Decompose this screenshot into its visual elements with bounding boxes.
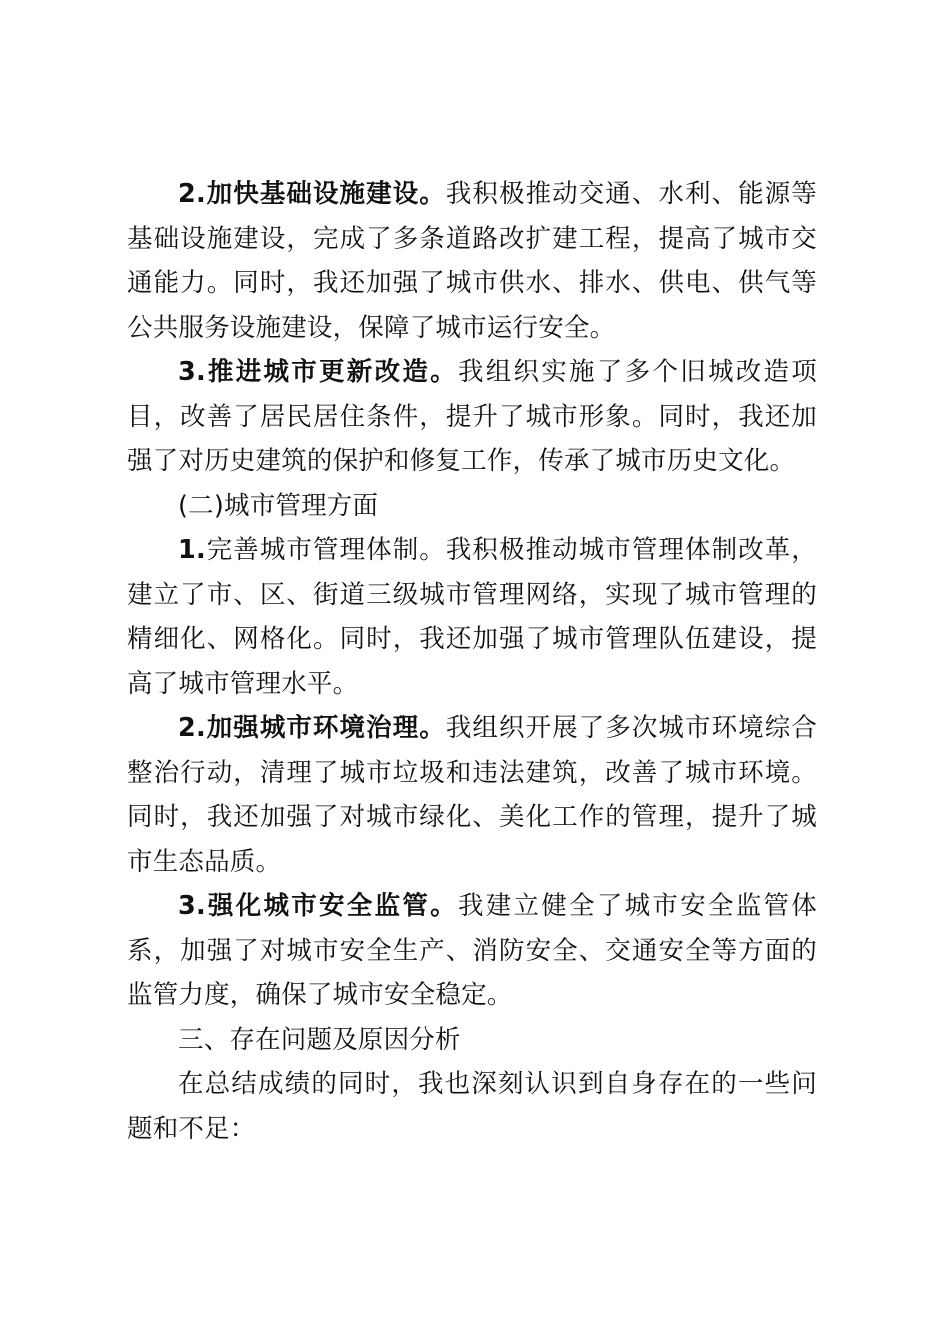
paragraph-text: 我组织开展了多次城市环境综合整治行动，清理了城市垃圾和违法建筑，改善了城市环境。同时，我还加强了对城市绿化、美化工作的管理，提升了城市生态品质。	[127, 713, 817, 877]
paragraph-text: 我积极推动交通、水利、能源等基础设施建设，完成了多条道路改扩建工程，提高了城市交通能力。同时，我还加强了城市供水、排水、供电、供气等公共服务设施建设，保障了城市运行安全。	[127, 179, 817, 343]
paragraph-environment	[127, 706, 817, 884]
section-heading-problems	[127, 1018, 817, 1063]
paragraph-text: 我建立健全了城市安全监管体系，加强了对城市安全生产、消防安全、交通安全等方面的监管力度，确保了城市安全稳定。	[127, 891, 817, 1010]
paragraph-heading: 3.强化城市安全监管。	[178, 891, 458, 921]
document-body	[127, 172, 817, 1151]
paragraph-text: 完善城市管理体制。我积极推动城市管理体制改革，建立了市、区、街道三级城市管理网络，实现了城市管理的精细化、网格化。同时，我还加强了城市管理队伍建设，提高了城市管理水平。	[127, 535, 817, 699]
section-heading-text: (二)城市管理方面	[178, 490, 379, 521]
paragraph-text: 在总结成绩的同时，我也深刻认识到自身存在的一些问题和不足：	[127, 1069, 817, 1144]
paragraph-problems-intro	[127, 1062, 817, 1151]
paragraph-heading: 3.推进城市更新改造。	[178, 357, 458, 387]
paragraph-safety	[127, 884, 817, 1018]
paragraph-heading: 1.	[178, 535, 206, 565]
section-heading-urban-management	[127, 484, 817, 529]
paragraph-urban-renewal	[127, 350, 817, 484]
section-heading-text: 三、存在问题及原因分析	[178, 1024, 461, 1055]
paragraph-management-system	[127, 528, 817, 706]
paragraph-heading: 2.加快基础设施建设。	[178, 179, 446, 209]
paragraph-text: 我组织实施了多个旧城改造项目，改善了居民居住条件，提升了城市形象。同时，我还加强了对历史建筑的保护和修复工作，传承了城市历史文化。	[127, 357, 817, 476]
paragraph-infrastructure	[127, 172, 817, 350]
paragraph-heading: 2.加强城市环境治理。	[178, 713, 446, 743]
